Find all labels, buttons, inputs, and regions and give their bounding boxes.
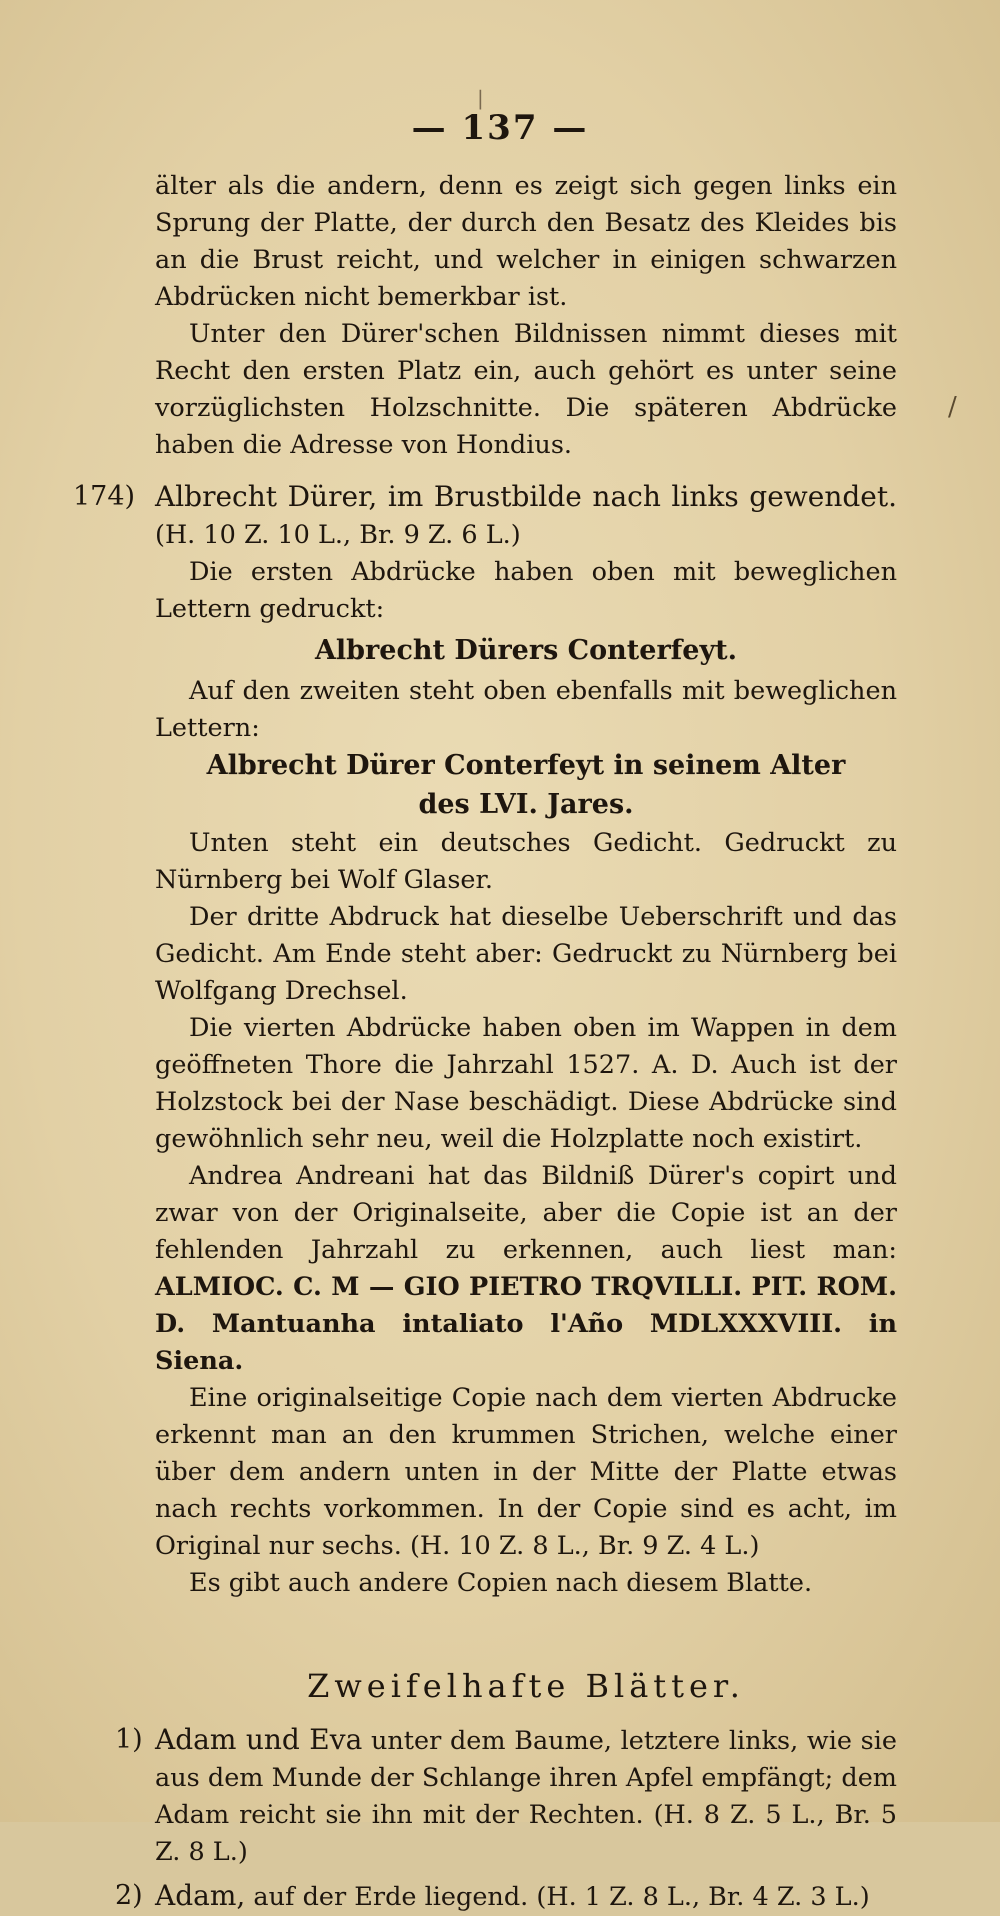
paragraph-portrait-rank: Unter den Dürer'schen Bildnissen nimmt dieses mit Recht den ersten Platz ein, auch gehört es unter seine vorzüglichsten Holzschnitte. Die späteren Abdrücke haben die Adresse von Hondius. — [155, 319, 897, 460]
entry-number: 2) — [115, 1880, 143, 1911]
paragraph-fourth-prints: Die vierten Abdrücke haben oben im Wappen in dem geöffneten Thore die Jahrzahl 1527. A. D. Auch ist der Holzstock bei der Nase beschädigt. Diese Abdrücke sind gewöhnlich sehr neu, weil die Holzplatte noch existirt. — [155, 1013, 897, 1154]
paragraph-poem: Unten steht ein deutsches Gedicht. Gedruckt zu Nürnberg bei Wolf Glaser. — [155, 828, 897, 895]
paragraph-andreani-copy — [155, 1158, 897, 1380]
entry-title: Adam, — [155, 1879, 246, 1912]
top-tick-mark: | — [477, 86, 484, 110]
paragraph-second-prints: Auf den zweiten steht oben ebenfalls mit beweglichen Lettern: — [155, 676, 897, 743]
entry-title: Adam und Eva — [155, 1723, 363, 1756]
catalog-entry-174 — [73, 478, 897, 554]
doubtful-entry-1 — [115, 1721, 897, 1871]
section-title: Zweifelhafte Blätter. — [307, 1667, 745, 1705]
paragraph-other-copies: Es gibt auch andere Copien nach diesem Blatte. — [189, 1568, 813, 1598]
entry-dimensions: (H. 10 Z. 10 L., Br. 9 Z. 6 L.) — [155, 520, 521, 550]
doubtful-entry-2 — [115, 1877, 897, 1916]
margin-mark: / — [948, 392, 957, 422]
andreani-text: Andrea Andreani hat das Bildniß Dürer's copirt und zwar von der Originalseite, aber die Copie ist an der fehlenden Jahrzahl zu erkennen, auch liest man: — [155, 1161, 897, 1265]
paragraph-continued: älter als die andern, denn es zeigt sich gegen links ein Sprung der Platte, der durch den Besatz des Kleides bis an die Brust reicht, und welcher in einigen schwarzen Abdrücken nicht bemerkbar ist. — [155, 171, 897, 312]
entry-number: 174) — [73, 481, 136, 512]
page-number: — 137 — — [411, 108, 589, 148]
paragraph-third-print: Der dritte Abdruck hat dieselbe Ueberschrift und das Gedicht. Am Ende steht aber: Gedruckt zu Nürnberg bei Wolfgang Drechsel. — [155, 902, 897, 1006]
paragraph-original-copy: Eine originalseitige Copie nach dem vierten Abdrucke erkennt man an den krummen Strichen, welche einer über dem andern unten in der Mitte der Platte etwas nach rechts vorkommen. In der Copie sind es acht, im Original nur sechs. (H. 10 Z. 8 L., Br. 9 Z. 4 L.) — [155, 1383, 897, 1561]
paragraph-first-prints: Die ersten Abdrücke haben oben mit beweglichen Lettern gedruckt: — [155, 557, 897, 624]
inscription-second-line1: Albrecht Dürer Conterfeyt in seinem Alter — [206, 750, 846, 781]
entry-text: auf der Erde liegend. (H. 1 Z. 8 L., Br. 4 Z. 3 L.) — [253, 1882, 870, 1912]
page-body — [73, 168, 897, 1916]
entry-title: Albrecht Dürer, im Brustbilde nach links gewendet. — [155, 480, 897, 513]
andreani-inscription: ALMIOC. C. M — GIO PIETRO TRQVILLI. PIT. ROM. D. Mantuanha intaliato l'Año MDLXXXVIII. in Siena. — [155, 1272, 897, 1376]
entry-number: 1) — [115, 1724, 143, 1755]
inscription-first: Albrecht Dürers Conterfeyt. — [314, 635, 738, 666]
inscription-second-line2: des LVI. Jares. — [418, 789, 634, 820]
entry-text: unter dem Baume, letztere links, wie sie aus dem Munde der Schlange ihren Apfel empfängt; dem Adam reicht sie ihn mit der Rechten. (H. 8 Z. 5 L., Br. 5 Z. 8 L.) — [155, 1726, 897, 1867]
